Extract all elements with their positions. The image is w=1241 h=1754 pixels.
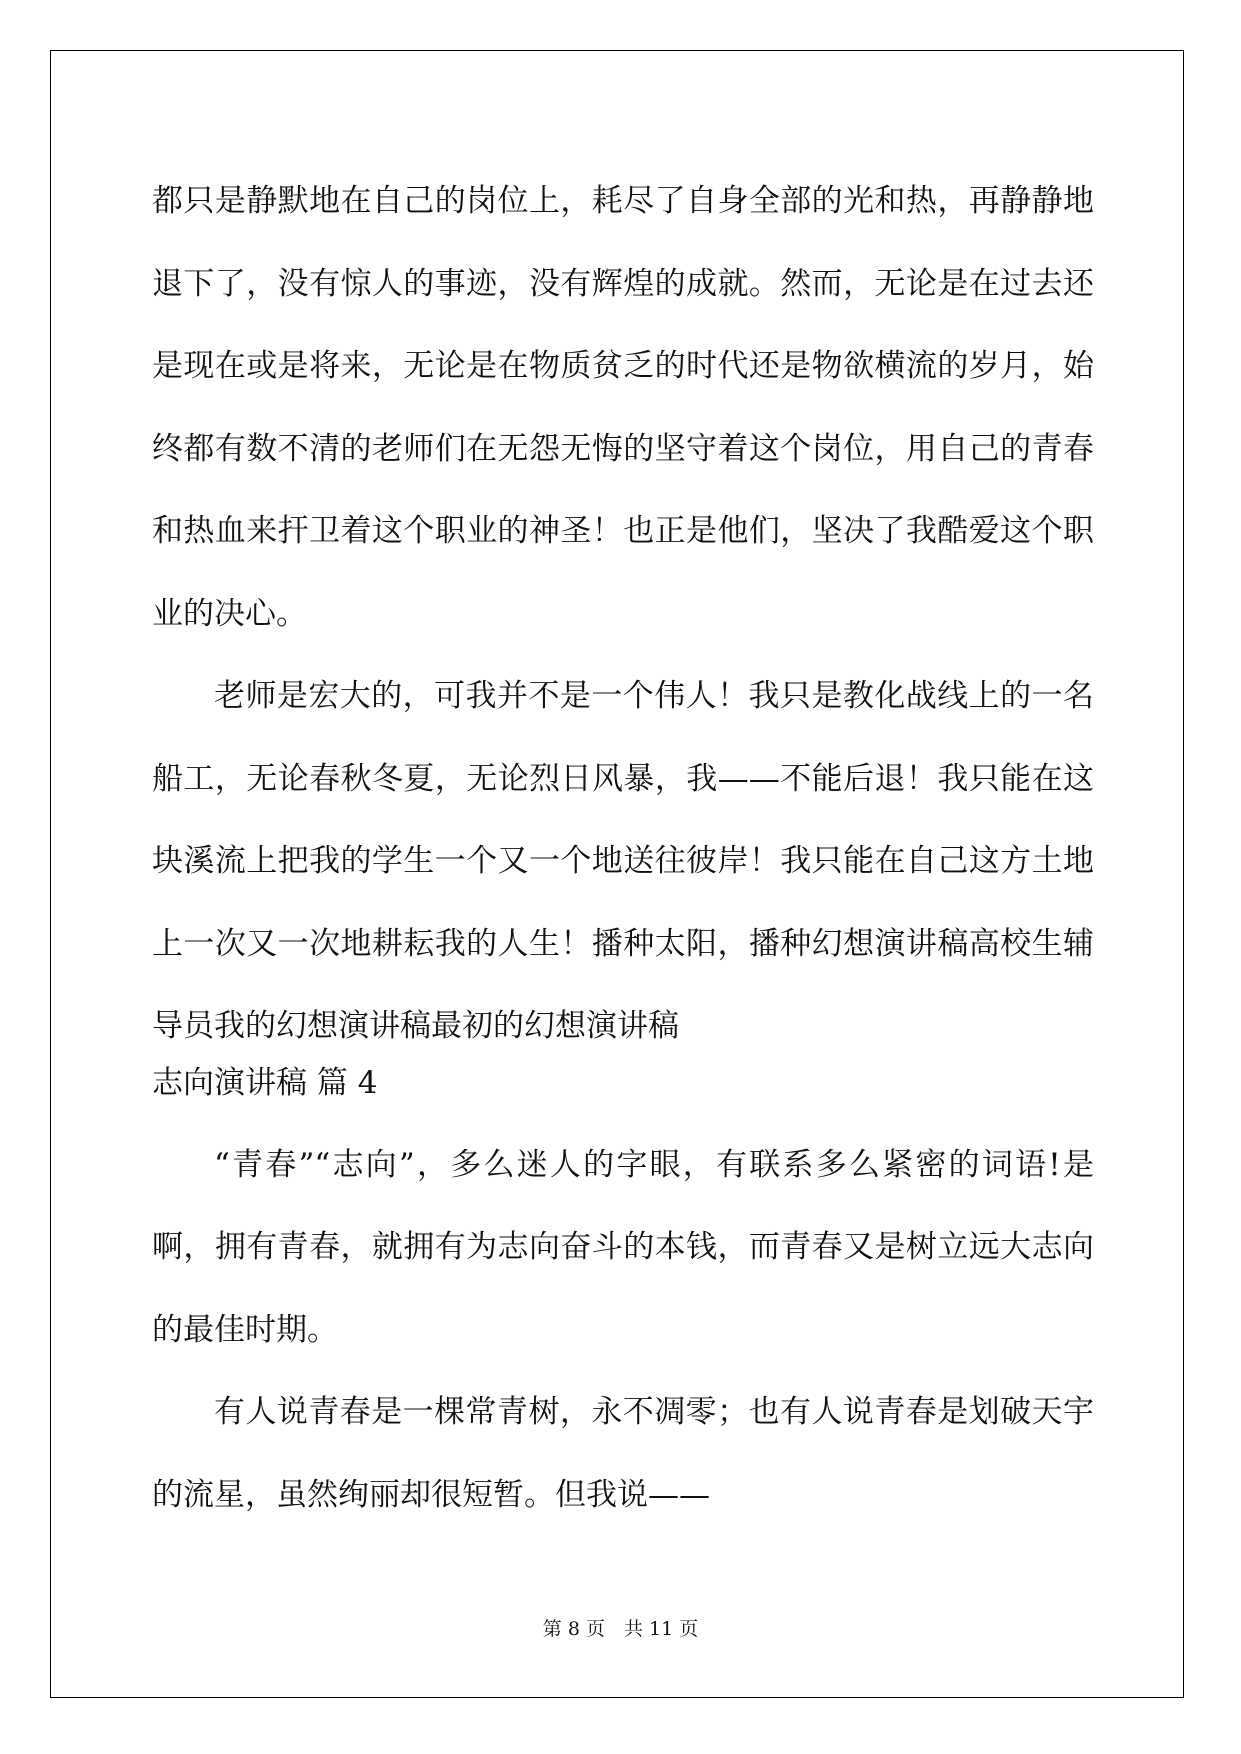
text-line: 的最佳时期。 xyxy=(152,1311,338,1348)
text-line: 都只是静默地在自己的岗位上，耗尽了自身全部的光和热，再静静地 xyxy=(152,183,1094,219)
text-line: 上一次又一次地耕耘我的人生！播种太阳，播种幻想演讲稿高校生辅 xyxy=(152,925,1094,962)
paragraph-first-line: “青春”“志向”，多么迷人的字眼，有联系多么紧密的词语!是 xyxy=(214,1146,1094,1183)
text-line: 导员我的幻想演讲稿最初的幻想演讲稿 xyxy=(152,1008,679,1044)
text-line: 终都有数不清的老师们在无怨无悔的坚守着这个岗位，用自己的青春 xyxy=(152,430,1094,467)
text-line: 船工，无论春秋冬夏，无论烈日风暴，我——不能后退！我只能在这 xyxy=(152,760,1094,797)
paragraph-first-line: 老师是宏大的，可我并不是一个伟人！我只是教化战线上的一名 xyxy=(214,678,1094,714)
text-line: 和热血来扞卫着这个职业的神圣！也正是他们，坚决了我酷爱这个职 xyxy=(152,513,1094,549)
document-body xyxy=(152,160,1094,1536)
page-number-footer: 第 8 页 共 11 页 xyxy=(542,1618,699,1640)
text-line: 业的决心。 xyxy=(152,595,307,632)
text-line: 块溪流上把我的学生一个又一个地送往彼岸！我只能在自己这方土地 xyxy=(152,843,1094,879)
paragraph-first-line: 有人说青春是一棵常青树，永不凋零；也有人说青春是划破天宇 xyxy=(214,1394,1094,1430)
text-line: 的流星，虽然绚丽却很短暂。但我说—— xyxy=(152,1476,710,1513)
text-line: 是现在或是将来，无论是在物质贫乏的时代还是物欲横流的岁月，始 xyxy=(152,348,1094,384)
text-line: 啊，拥有青春，就拥有为志向奋斗的本钱，而青春又是树立远大志向 xyxy=(152,1229,1094,1265)
section-heading: 志向演讲稿 篇 4 xyxy=(152,1064,378,1101)
text-line: 退下了，没有惊人的事迹，没有辉煌的成就。然而，无论是在过去还 xyxy=(152,265,1094,302)
